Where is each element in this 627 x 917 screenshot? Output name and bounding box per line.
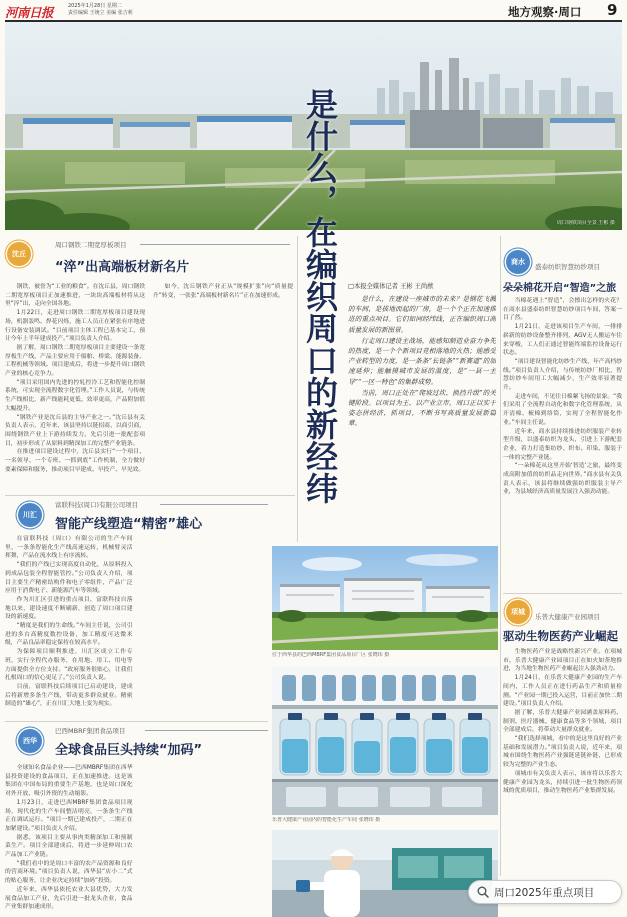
page-section-title: 地方观察·周口 <box>508 5 582 19</box>
worker-workshop-image <box>272 830 498 917</box>
project-subtitle: 巴西MBRF集团食品项目 <box>55 727 126 735</box>
dateline <box>68 3 133 17</box>
region-badge-chuanhui: 川汇 <box>18 503 42 527</box>
paragraph: “项目建设智能化纺纱生产线，年产高档纱线。”项目负责人介绍，与传统纺纱厂相比，智慧纺纱车间用工大幅减少，生产效率显著提升。 <box>503 358 622 392</box>
paragraph: 当棉花遇上“智造”，会擦出怎样的火花？在商水县盛泰纺织智慧纺纱项目车间，答案一目了然。 <box>503 298 622 322</box>
factory-panorama-image <box>272 546 498 650</box>
search-query-text: 周口2025年重点项目 <box>494 886 595 899</box>
section-headline: 智能产线塑造“精密”雄心 <box>55 517 203 532</box>
paragraph: “我们的产线已实现高度自动化，从原料投入到成品包装全程智能管控。”公司负责人介绍，项目主要生产精密结构件和电子零组件，产品广泛应用于消费电子、新能源汽车等领域。 <box>5 562 133 595</box>
subtitle-rule <box>160 504 268 505</box>
article-body <box>5 764 268 917</box>
paragraph: 近年来，西华县依托农业大县优势，大力发展食品加工产业，先后引进一批龙头企业，食品产业集群加速成形。 <box>5 886 133 911</box>
section-headline: “淬”出高端板材新名片 <box>55 260 190 275</box>
paragraph: 是什么，在建设一座城市的未来？是钢花飞溅的车间，是拔地而起的厂房，是一个个正在加速推进的重点项目。它们如同经纬线，正在编织周口高质量发展的新图景。 <box>348 295 496 334</box>
worker-photo <box>272 830 498 917</box>
paragraph: 当前，周口正处在“爬坡过坎、换挡升级”的关键阶段。以项目为王、以产业立市，周口正以实干姿态拼经济、抓项目，不断书写高质量发展新篇章。 <box>348 388 496 428</box>
lab-photo-caption: 乐普大健康产业园内的智能化生产车间 张晓玮 摄 <box>272 817 381 823</box>
paragraph: 1月23日，走进巴西MBRF集团食品项目现场，现代化的生产车间整洁明亮，一条条生产线正在调试运行。“项目一期已建成投产，二期正在加紧建设。”项目负责人介绍。 <box>5 799 133 832</box>
paragraph: “我们选择项城，看中的是这里良好的产业基础和发展潜力。”项目负责人说，近年来，项城市围绕生物医药产业强链延链补链，已形成较为完整的产业生态。 <box>503 736 622 769</box>
paragraph: 在推进项目建设过程中，沈丘县实行“一个项目、一名领导、一个专班、一抓到底”工作机制，全力做好要素保障和服务，推动项目早建成、早投产、早见效。 <box>5 449 145 473</box>
region-badge-shenqiu: 沈丘 <box>7 242 31 266</box>
paragraph: “钢铁产业是沈丘县的主导产业之一。”沈丘县有关负责人表示，近年来，该县坚持以链招商、以商引商，围绕钢铁产业上下游持续发力，先后引进一批配套项目，初步形成了从原料到精深加工的完整产业链条。 <box>5 414 145 447</box>
paragraph: 1月22日，走进周口钢铁二期宽厚板项目建设现场，机器轰鸣、焊花闪烁，施工人员正在紧张有序地进行设备安装调试。“目前项目主体工程已基本完工，预计今年上半年建成投产。”项目负责人介绍。 <box>5 310 145 343</box>
section-divider <box>503 593 622 594</box>
paragraph: 1月24日，在乐普大健康产业园的生产车间内，工作人员正在进行药品生产和质量检测。“产业园一期已投入运营，目前正加快二期建设。”项目负责人介绍。 <box>503 675 622 708</box>
region-badge-shangshui: 商水 <box>506 250 530 274</box>
byline: □本报全媒体记者 王彬 王尚猷 <box>348 283 434 290</box>
factory-photo-caption: 位于西华县的巴西MBRF集团食品项目厂区 张晓玮 摄 <box>272 652 390 658</box>
paragraph: 目前，富联科技后续项目已启动建设，建成后将新增多条生产线，带动更多群众就业。精密制造的“雄心”，正在川汇大地上变为现实。 <box>5 683 133 708</box>
article-body <box>5 283 293 491</box>
lab-photo <box>272 667 498 815</box>
paragraph: “一朵棉花从这里开始‘智造’之旅，最终变成高附加值的纺织品走向世界。”商水县有关负责人表示，该县将继续做强纺织服装主导产业，为县域经济高质量发展注入强劲动能。 <box>503 463 622 496</box>
section-headline: 全球食品巨头持续“加码” <box>55 743 203 758</box>
paragraph: 项城市有关负责人表示，该市将以乐普大健康产业园为龙头，持续引进一批生物医药领域的优质项目，推动生物医药产业集群发展。 <box>503 770 622 795</box>
paragraph: “精度是我们的生命线。”车间主任说，公司引进的多台高精度数控设备，加工精度可达微米级，产品良品率稳定保持在较高水平。 <box>5 623 133 647</box>
search-bar[interactable] <box>468 880 622 904</box>
paragraph: 据悉，该项目主要从事肉类精深加工和预制菜生产。项目全部建成后，将进一步延伸周口农产品加工产业链。 <box>5 834 133 859</box>
project-subtitle: 富联科技(周口)有限公司项目 <box>55 501 139 509</box>
project-subtitle: 周口钢铁二期宽厚板项目 <box>55 241 127 249</box>
subtitle-rule <box>145 730 268 731</box>
paragraph: 在富联科技（周口）有限公司的生产车间里，一条条智能化生产线高速运转，机械臂灵活挥舞，产品在流水线上有序流转。 <box>5 536 133 560</box>
project-subtitle: 盛泰纺织智慧纺纱项目 <box>535 263 600 271</box>
column-divider <box>297 236 298 542</box>
lab-bottles-image <box>272 667 498 815</box>
paragraph: “项目采用国内先进的控轧控冷工艺和智能化控制系统，可实现全流程数字化管理。”工作人员说，与传统生产线相比，新产线能耗更低、效率更高，产品附加值大幅提升。 <box>5 379 145 412</box>
search-icon <box>477 886 489 898</box>
paragraph: 1月21日，走进该项目生产车间，一排排崭新的纺纱设备整齐排列，AGV无人搬运车往来穿梭，工人们正通过智能终端监控设备运行状态。 <box>503 324 622 357</box>
paragraph: 走进车间，不见往日棉絮飞扬的景象。“我们采用了全流程自动化和数字化管理系统，从开清棉、梳棉到络筒，实现了全程智能化作业。”车间主任说。 <box>503 393 622 426</box>
paragraph: 为保障项目顺利推进，川汇区成立工作专班，实行全程代办服务，在用地、用工、用电等方面提供全方位支持。“政府服务很贴心，让我们扎根周口的信心更足了。”公司负责人说。 <box>5 649 133 682</box>
project-subtitle: 乐普大健康产业园项目 <box>535 613 600 621</box>
paragraph: “我们看中的是周口丰富的农产品资源和良好的营商环境。”项目负责人说，西华县“店小二”式的贴心服务，让企业决定持续“加码”投资。 <box>5 860 133 885</box>
region-badge-xiangcheng: 项城 <box>506 600 530 624</box>
paragraph: 近年来，商水县持续推进纺织服装产业转型升级，以盛泰纺织为龙头，引进上下游配套企业，着力打造集纺纱、织布、印染、服装于一体的完整产业链。 <box>503 428 622 461</box>
paragraph: 如今，沈丘钢铁产业正从“规模扩张”向“质量提升”转变，一张张“高端板材新名片”正在加速形成。 <box>153 284 293 299</box>
article-body <box>503 648 622 876</box>
article-body <box>5 535 268 717</box>
newspaper-logo: 河南日报 <box>5 5 54 20</box>
issue-date: 2025年1月28日 星期二 <box>68 3 122 9</box>
article-body <box>503 297 622 589</box>
paragraph: 全球知名食品企业——巴西MBRF集团在西华县投资建设的食品项目，正在加速推进。这是该集团在中国布局的重要生产基地，也是周口深化对外开放、吸引外资的生动缩影。 <box>5 765 133 798</box>
editors-credit: 责任编辑 王统立 美编 张吉莉 <box>68 10 133 16</box>
paragraph: 据了解，乐普大健康产业园涵盖原料药、制剂、医疗器械、健康食品等多个领域，项目全部建成后，将带动大量群众就业。 <box>503 709 622 734</box>
region-badge-xihua: 西华 <box>18 729 42 753</box>
paragraph: 行走周口建设主战场，能感知制造业奋力争先的热度，是一个个新项目竞相落地的火热；能感受产业转型的力度，是一条条“长链条”“新赛道”的加速延伸；能触摸城市发展的温度，是“一县一主导”“一区一特色”的集群成势。 <box>348 336 496 386</box>
paragraph: 据了解，周口钢铁二期宽厚板项目主要建设一条宽厚板生产线，产品主要应用于船舶、桥梁、能源装备、工程机械等领域。项目建成后，将进一步提升周口钢铁产业的核心竞争力。 <box>5 344 145 378</box>
subtitle-rule <box>140 244 290 245</box>
top-photo-caption: 周口钢铁项目全景 王彬 摄 <box>556 220 615 226</box>
intro-text <box>348 294 496 466</box>
paragraph: 作为川汇区引进的重点项目，富联科技自落地以来，建设速度不断刷新，创造了周口项目建设的新速度。 <box>5 596 133 621</box>
section-divider <box>5 721 268 722</box>
page-number: 9 <box>607 1 618 19</box>
page-headline: 是什么，在编织周口的新经纬 <box>301 88 339 504</box>
section-headline: 驱动生物医药产业崛起 <box>503 629 618 643</box>
section-headline: 朵朵棉花开启“智造”之旅 <box>503 283 617 294</box>
section-divider <box>5 495 295 496</box>
column-divider <box>500 236 501 876</box>
paragraph: 钢铁，被誉为“工业的粮食”。在沈丘县，周口钢铁二期宽厚板项目正加速推进，一块块高端板材将从这里“淬”出，走向全国各地。 <box>5 284 145 308</box>
factory-photo <box>272 546 498 650</box>
paragraph: 生物医药产业是战略性新兴产业。在项城市，乐普大健康产业园项目正在如火如荼地推进，为当地生物医药产业崛起注入强劲动力。 <box>503 649 622 673</box>
